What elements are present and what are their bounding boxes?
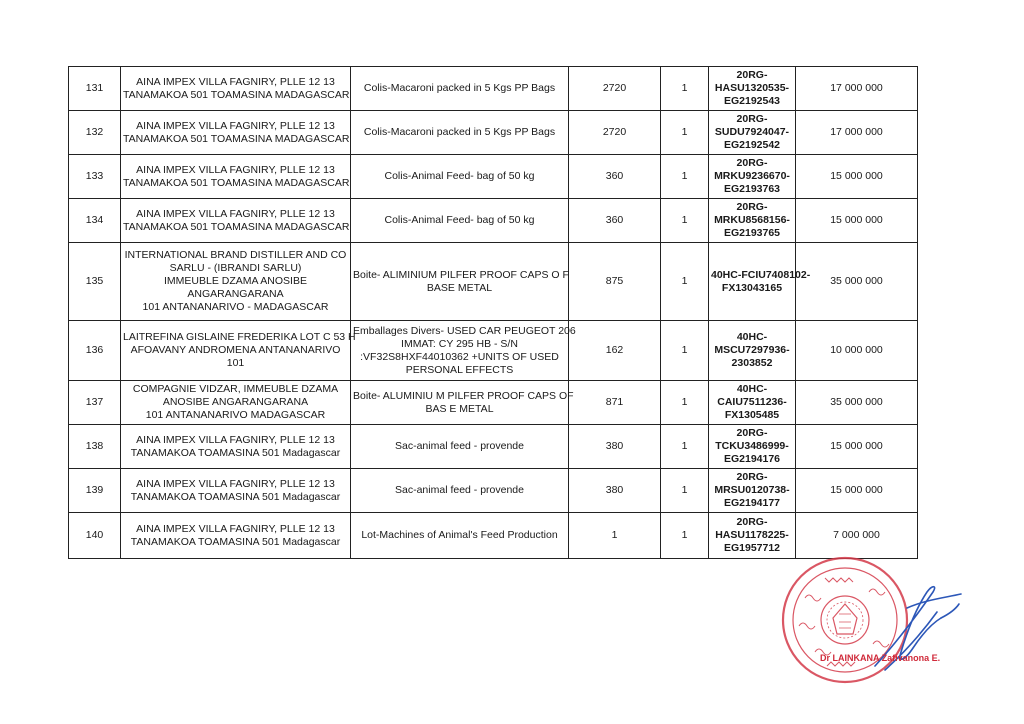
value-cell: 10 000 000 [796, 321, 918, 381]
container-cell-line: 20RG- [736, 471, 768, 483]
consignee-cell [121, 381, 351, 425]
row-number: 136 [69, 321, 121, 381]
consignee-cell-line: 101 ANTANANARIVO - MADAGASCAR [142, 301, 329, 313]
row-number: 131 [69, 67, 121, 111]
row-number: 135 [69, 243, 121, 321]
description-cell [351, 381, 574, 425]
container-cell-line: MRKU8568156- [714, 214, 790, 226]
container-cell [709, 199, 796, 243]
table-row [69, 111, 918, 155]
row-number: 132 [69, 111, 121, 155]
container-cell-line: EG2194177 [723, 497, 781, 509]
container-cell-line: TCKU3486999- [715, 440, 789, 452]
count-cell: 1 [661, 425, 709, 469]
description-cell-line: Sac-animal feed - provende [395, 440, 524, 452]
container-cell-line: 20RG- [736, 113, 768, 125]
value-cell: 15 000 000 [796, 469, 918, 513]
consignee-cell-line: IMMEUBLE DZAMA ANOSIBE [164, 275, 307, 287]
signatory-name: Dr LAINKANA Zafivanona E. [820, 653, 941, 663]
consignee-cell-line: TANAMAKOA 501 TOAMASINA MADAGASCAR [123, 176, 350, 189]
consignee-cell [121, 111, 351, 155]
row-number: 140 [69, 513, 121, 559]
table-row [69, 469, 918, 513]
count-cell: 1 [661, 155, 709, 199]
count-cell: 1 [661, 469, 709, 513]
value-cell: 35 000 000 [796, 381, 918, 425]
description-cell [351, 199, 569, 243]
container-cell-line: 40HC- [736, 331, 768, 343]
description-cell-line: Boite- ALIMINIUM PILFER PROOF CAPS O F [353, 268, 569, 281]
consignee-cell-line: TANAMAKOA 501 TOAMASINA MADAGASCAR [123, 220, 350, 233]
description-cell [351, 425, 569, 469]
consignee-cell-line: AINA IMPEX VILLA FAGNIRY, PLLE 12 13 [136, 163, 335, 176]
consignee-cell-line: AINA IMPEX VILLA FAGNIRY, PLLE 12 13 [136, 433, 335, 446]
description-cell-line: Colis-Macaroni packed in 5 Kgs PP Bags [363, 126, 556, 138]
container-cell-line: EG2194176 [723, 453, 781, 465]
container-cell-line: 20RG- [736, 201, 768, 213]
consignee-cell-line: TANAMAKOA TOAMASINA 501 Madagascar [130, 535, 341, 548]
quantity-cell: 2720 [569, 67, 661, 111]
consignee-cell [121, 469, 351, 513]
consignee-cell-line: LAITREFINA GISLAINE FREDERIKA LOT C 53 H [123, 331, 356, 343]
quantity-cell: 360 [569, 155, 661, 199]
count-cell: 1 [661, 513, 709, 559]
value-cell: 7 000 000 [796, 513, 918, 559]
consignee-cell-line: 101 [226, 357, 245, 369]
quantity-cell: 1 [569, 513, 661, 559]
count-cell: 1 [661, 321, 709, 381]
manifest-table [68, 66, 918, 559]
container-cell [709, 111, 796, 155]
container-cell-line: 20RG- [736, 157, 768, 169]
container-cell-line: MRKU9236670- [714, 170, 790, 182]
value-cell: 17 000 000 [796, 67, 918, 111]
row-number: 138 [69, 425, 121, 469]
consignee-cell [121, 199, 351, 243]
description-cell [351, 111, 569, 155]
row-number: 133 [69, 155, 121, 199]
table-row [69, 243, 918, 321]
description-cell [351, 243, 569, 321]
container-cell-line: MRSU0120738- [714, 484, 790, 496]
consignee-cell [121, 513, 351, 559]
quantity-cell: 875 [569, 243, 661, 321]
container-cell [709, 469, 796, 513]
value-cell: 17 000 000 [796, 111, 918, 155]
container-cell-line: 2303852 [731, 357, 773, 369]
description-cell-line: Boite- ALUMINIU M PILFER PROOF CAPS OF [353, 389, 574, 402]
container-cell-line: EG1957712 [723, 542, 781, 554]
description-cell [351, 67, 569, 111]
quantity-cell: 380 [569, 425, 661, 469]
container-cell-line: FX1305485 [724, 409, 780, 421]
container-cell-line: HASU1320535- [714, 82, 790, 94]
table-row [69, 67, 918, 111]
description-cell [351, 155, 569, 199]
container-cell-line: EG2192543 [723, 95, 781, 107]
container-cell-line: HASU1178225- [715, 529, 789, 541]
consignee-cell-line: ANOSIBE ANGARANGARANA [162, 396, 309, 408]
container-cell-line: CAIU7511236- [717, 396, 787, 408]
container-cell-line: SUDU7924047- [714, 126, 790, 138]
consignee-cell-line: AINA IMPEX VILLA FAGNIRY, PLLE 12 13 [136, 207, 335, 220]
table-row [69, 199, 918, 243]
consignee-cell-line: TANAMAKOA TOAMASINA 501 Madagascar [130, 446, 341, 459]
consignee-cell-line: AINA IMPEX VILLA FAGNIRY, PLLE 12 13 [136, 477, 335, 490]
container-cell-line: EG2193763 [723, 183, 781, 195]
consignee-cell-line: TANAMAKOA 501 TOAMASINA MADAGASCAR [123, 132, 350, 145]
container-cell-line: MSCU7297936- [714, 344, 790, 356]
container-cell-line: EG2193765 [723, 227, 781, 239]
description-cell-line: BASE METAL [426, 281, 493, 294]
table-row [69, 425, 918, 469]
consignee-cell-line: AINA IMPEX VILLA FAGNIRY, PLLE 12 13 [136, 75, 335, 88]
description-cell-line: Lot-Machines of Animal's Feed Production [361, 529, 558, 541]
description-cell-line: Sac-animal feed - provende [395, 484, 524, 496]
description-cell-line: BAS E METAL [425, 402, 494, 415]
consignee-cell-line: ANGARANGARANA [187, 288, 284, 300]
consignee-cell-line: COMPAGNIE VIDZAR, IMMEUBLE DZAMA [132, 383, 339, 395]
consignee-cell [121, 67, 351, 111]
container-cell-line: 20RG- [736, 427, 768, 439]
description-cell-line: PERSONAL EFFECTS [405, 363, 514, 376]
row-number: 134 [69, 199, 121, 243]
row-number: 139 [69, 469, 121, 513]
container-cell-line: 40HC-FCIU7408102- [711, 268, 811, 281]
container-cell-line: FX13043165 [721, 281, 783, 294]
consignee-cell-line: SARLU - (IBRANDI SARLU) [169, 262, 302, 274]
stamp-seal [783, 558, 907, 682]
consignee-cell [121, 321, 356, 381]
table-row [69, 155, 918, 199]
consignee-cell-line: 101 ANTANANARIVO MADAGASCAR [145, 409, 326, 421]
consignee-cell [121, 243, 351, 321]
count-cell: 1 [661, 199, 709, 243]
description-cell [351, 513, 569, 559]
table-row [69, 321, 918, 381]
value-cell: 15 000 000 [796, 155, 918, 199]
quantity-cell: 2720 [569, 111, 661, 155]
container-cell [709, 381, 796, 425]
description-cell-line: Colis-Macaroni packed in 5 Kgs PP Bags [363, 82, 556, 94]
quantity-cell: 380 [569, 469, 661, 513]
container-cell-line: 40HC- [736, 383, 768, 395]
consignee-cell-line: AINA IMPEX VILLA FAGNIRY, PLLE 12 13 [136, 522, 335, 535]
description-cell [351, 469, 569, 513]
quantity-cell: 360 [569, 199, 661, 243]
value-cell: 15 000 000 [796, 199, 918, 243]
consignee-cell-line: TANAMAKOA 501 TOAMASINA MADAGASCAR [123, 88, 350, 101]
description-cell-line: :VF32S8HXF44010362 +UNITS OF USED [360, 350, 559, 363]
table-row [69, 381, 918, 425]
value-cell: 15 000 000 [796, 425, 918, 469]
consignee-cell-line: TANAMAKOA TOAMASINA 501 Madagascar [130, 490, 341, 503]
value-cell: 35 000 000 [796, 243, 918, 321]
consignee-cell-line: AINA IMPEX VILLA FAGNIRY, PLLE 12 13 [136, 119, 335, 132]
count-cell: 1 [661, 111, 709, 155]
description-cell-line: Colis-Animal Feed- bag of 50 kg [384, 214, 535, 226]
quantity-cell: 871 [569, 381, 661, 425]
description-cell [351, 321, 576, 381]
container-cell-line: 20RG- [736, 516, 768, 528]
container-cell [709, 67, 796, 111]
row-number: 137 [69, 381, 121, 425]
consignee-cell-line: INTERNATIONAL BRAND DISTILLER AND CO [124, 249, 347, 261]
description-cell-line: Colis-Animal Feed- bag of 50 kg [384, 170, 535, 182]
official-stamp [765, 548, 965, 718]
count-cell: 1 [661, 67, 709, 111]
container-cell [709, 321, 796, 381]
count-cell: 1 [661, 381, 709, 425]
container-cell [709, 155, 796, 199]
quantity-cell: 162 [569, 321, 661, 381]
description-cell-line: IMMAT: CY 295 HB - S/N [401, 337, 518, 350]
container-cell [709, 243, 811, 321]
consignee-cell [121, 155, 351, 199]
container-cell-line: EG2192542 [723, 139, 781, 151]
count-cell: 1 [661, 243, 709, 321]
container-cell [709, 425, 796, 469]
container-cell-line: 20RG- [736, 69, 768, 81]
consignee-cell [121, 425, 351, 469]
consignee-cell-line: AFOAVANY ANDROMENA ANTANANARIVO [130, 344, 341, 356]
description-cell-line: Emballages Divers- USED CAR PEUGEOT 206 [353, 324, 576, 337]
